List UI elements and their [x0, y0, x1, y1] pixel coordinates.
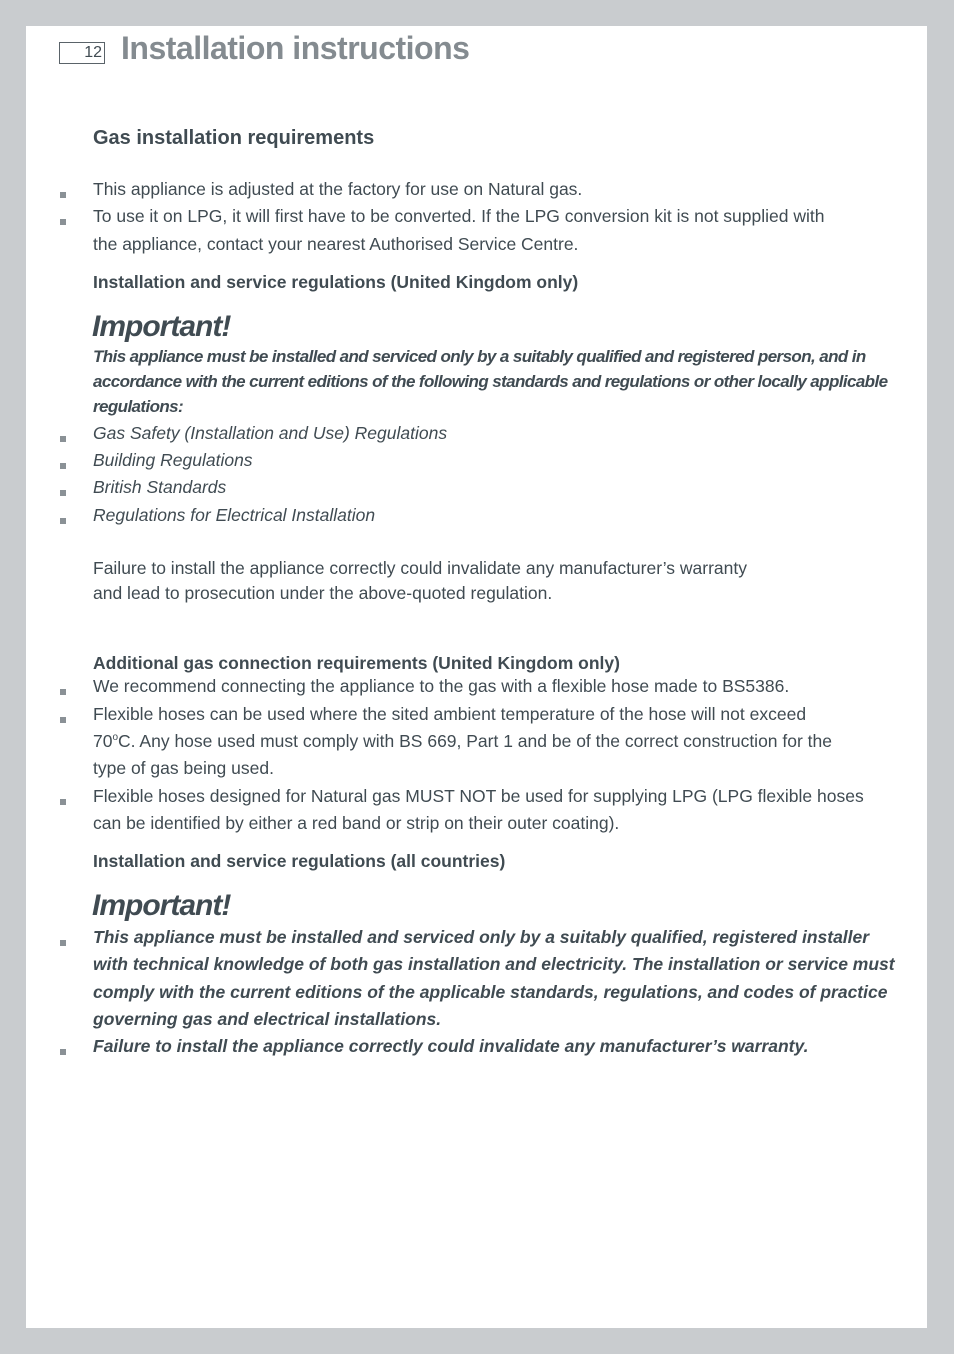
bullet-text-continued: type of gas being used. — [93, 758, 274, 778]
bullet-square-icon — [60, 436, 66, 442]
uk-regulations-heading: Installation and service regulations (United Kingdom only) — [93, 272, 579, 292]
important-bullet-text-continued: with technical knowledge of both gas installation and electricity. The installation or service must — [93, 954, 895, 974]
bullet-square-icon — [60, 192, 66, 198]
document-page — [26, 26, 927, 1328]
bullet-square-icon — [60, 219, 66, 225]
regulation-list-item: Building Regulations — [93, 450, 253, 470]
additional-gas-heading: Additional gas connection requirements (United Kingdom only) — [93, 653, 620, 673]
bullet-text-continued: can be identified by either a red band or strip on their outer coating). — [93, 813, 620, 833]
gas-installation-heading: Gas installation requirements — [93, 127, 375, 149]
important-bullet-text: This appliance must be installed and serviced only by a suitably qualified, registered installer — [93, 927, 870, 947]
bullet-text: We recommend connecting the appliance to the gas with a flexible hose made to BS5386. — [93, 676, 790, 696]
bullet-square-icon — [60, 799, 66, 805]
bullet-text: To use it on LPG, it will first have to be converted. If the LPG conversion kit is not supplied with — [93, 206, 825, 226]
important-bullet-text: Failure to install the appliance correctly could invalidate any manufacturer’s warranty. — [93, 1036, 809, 1056]
important-heading: Important! — [92, 889, 231, 922]
bullet-text: This appliance is adjusted at the factory for use on Natural gas. — [93, 179, 583, 199]
important-bullet-text-continued: governing gas and electrical installations. — [93, 1009, 442, 1029]
regulation-list-item: British Standards — [93, 477, 227, 497]
page-number: 12 — [59, 42, 105, 64]
bullet-square-icon — [60, 490, 66, 496]
regulation-list-item: Gas Safety (Installation and Use) Regulations — [93, 423, 448, 443]
failure-warning-text: and lead to prosecution under the above-quoted regulation. — [93, 583, 553, 603]
bullet-text-continued: 70$^o$C. Any hose used must comply with BS 669, Part 1 and be of the correct construction for the — [93, 731, 833, 751]
page-title: Installation instructions — [121, 30, 470, 66]
regulation-list-item: Regulations for Electrical Installation — [93, 505, 376, 525]
bullet-text: Flexible hoses designed for Natural gas MUST NOT be used for supplying LPG (LPG flexible hoses — [93, 786, 864, 806]
bullet-square-icon — [60, 940, 66, 946]
bullet-square-icon — [60, 518, 66, 524]
important-text: regulations: — [93, 397, 184, 416]
all-countries-regulations-heading: Installation and service regulations (all countries) — [93, 851, 506, 871]
bullet-text-continued: the appliance, contact your nearest Authorised Service Centre. — [93, 234, 579, 254]
failure-warning-text: Failure to install the appliance correctly could invalidate any manufacturer’s warranty — [93, 558, 747, 578]
bullet-square-icon — [60, 1049, 66, 1055]
important-bullet-text-continued: comply with the current editions of the applicable standards, regulations, and codes of practice — [93, 982, 888, 1002]
bullet-square-icon — [60, 689, 66, 695]
bullet-square-icon — [60, 463, 66, 469]
important-text: accordance with the current editions of the following standards and regulations or other locally applicable — [93, 372, 888, 391]
bullet-square-icon — [60, 717, 66, 723]
important-text: This appliance must be installed and serviced only by a suitably qualified and registered person, and in — [93, 347, 866, 366]
bullet-text: Flexible hoses can be used where the sited ambient temperature of the hose will not exceed — [93, 704, 807, 724]
important-heading: Important! — [92, 310, 231, 343]
